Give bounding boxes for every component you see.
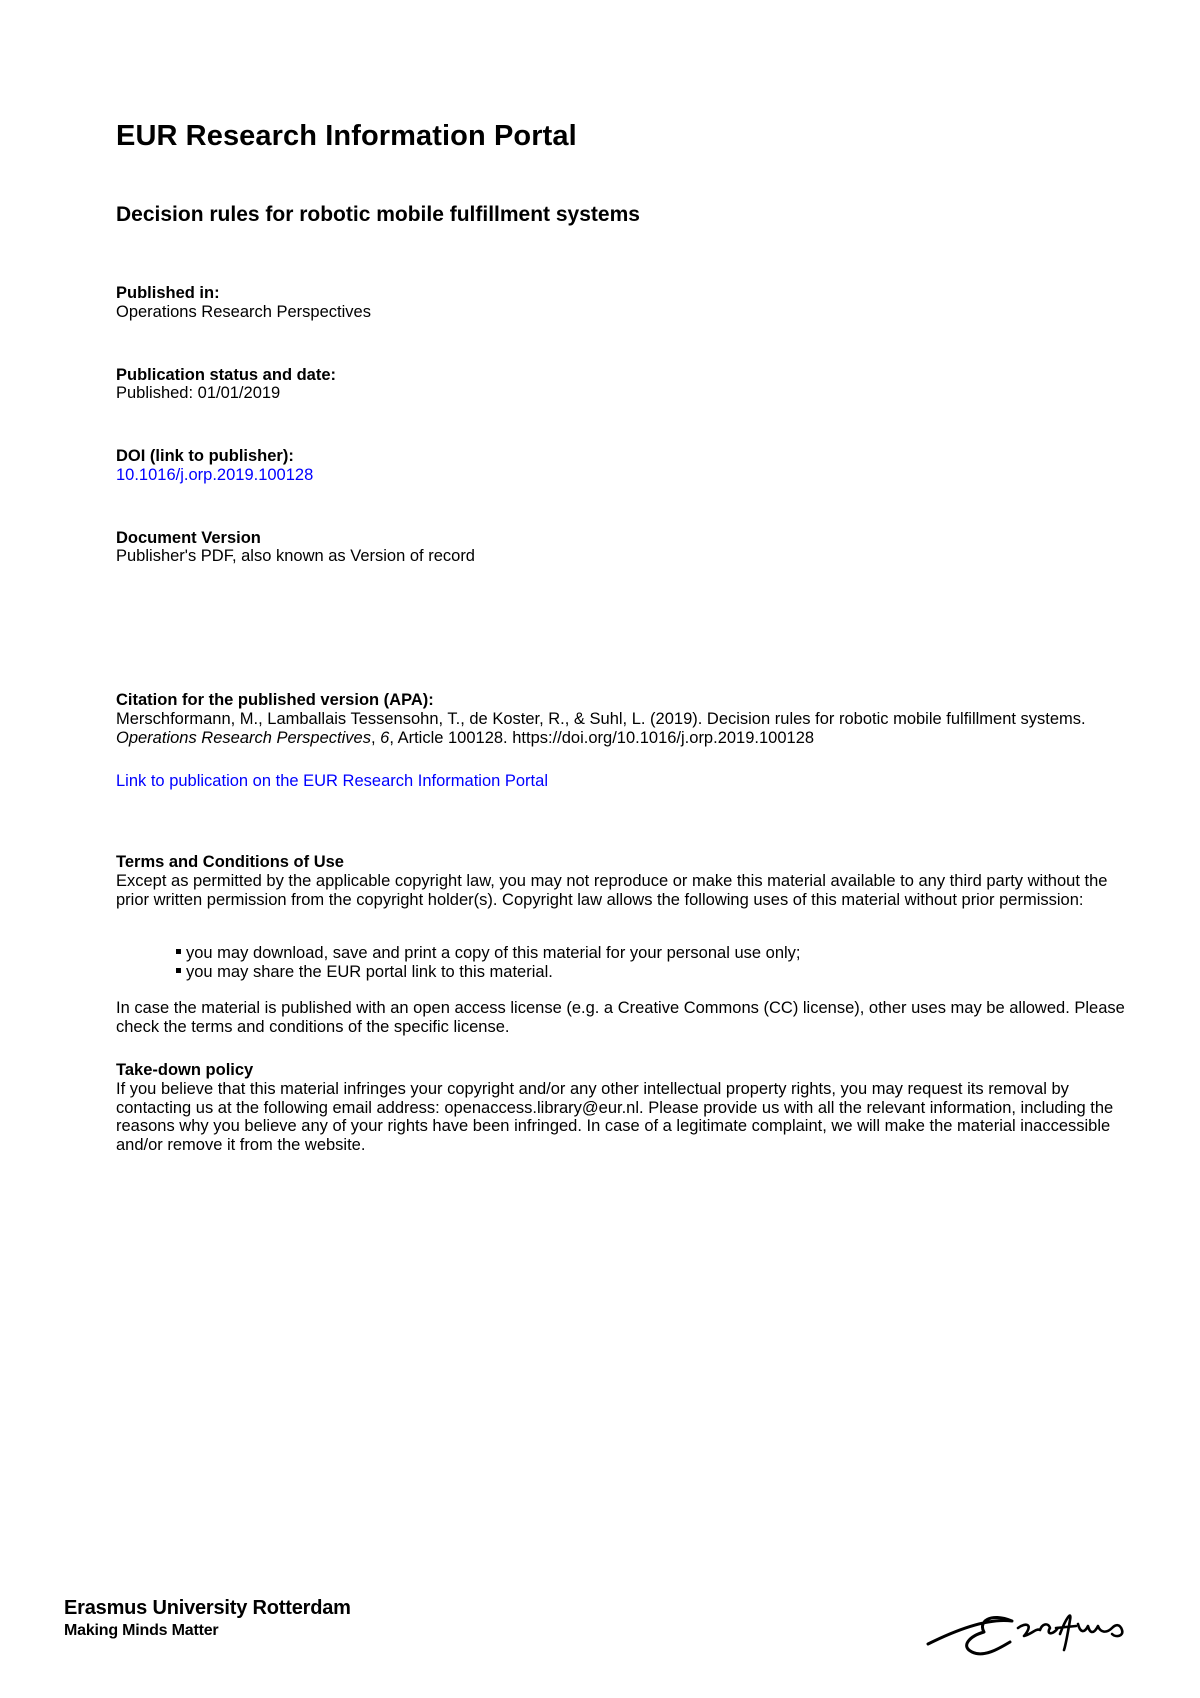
- published-in-label: Published in:: [116, 284, 220, 302]
- terms-bullet-text: you may download, save and print a copy of this material for your personal use only;: [186, 944, 801, 962]
- terms-bullet-text: you may share the EUR portal link to this material.: [186, 962, 553, 981]
- document-version-value: Publisher's PDF, also known as Version of record: [116, 547, 475, 565]
- portal-title: EUR Research Information Portal: [116, 120, 577, 152]
- citation-text: [116, 710, 1136, 747]
- doi-link[interactable]: 10.1016/j.orp.2019.100128: [116, 466, 314, 484]
- bullet-icon: [176, 968, 181, 973]
- erasmus-signature-logo: [920, 1588, 1140, 1668]
- citation-volume: 6: [380, 728, 390, 747]
- citation-article: , Article 100128. https://doi.org/10.1016/j.orp.2019.100128: [389, 728, 815, 747]
- terms-license-paragraph: In case the material is published with an open access license (e.g. a Creative Commons (CC) license), other uses may be allowed. Please check the terms and conditions of the specific license.: [116, 999, 1125, 1036]
- citation-journal: Operations Research Perspectives: [116, 728, 371, 747]
- doi-label: DOI (link to publisher):: [116, 447, 294, 465]
- terms-bullet-item: [176, 963, 801, 982]
- status-value: Published: 01/01/2019: [116, 384, 281, 402]
- university-tagline: Making Minds Matter: [64, 1622, 219, 1639]
- bullet-icon: [176, 949, 181, 954]
- portal-publication-link[interactable]: Link to publication on the EUR Research Information Portal: [116, 772, 548, 790]
- citation-authors: Merschformann, M., Lamballais Tessensohn, T., de Koster, R., & Suhl, L. (2019). Decision rules for robotic mobile fulfillment systems.: [116, 710, 1086, 728]
- status-label: Publication status and date:: [116, 366, 337, 384]
- publication-title: Decision rules for robotic mobile fulfillment systems: [116, 203, 640, 226]
- document-version-label: Document Version: [116, 529, 261, 547]
- terms-bullet-item: [176, 944, 801, 963]
- university-name: Erasmus University Rotterdam: [64, 1597, 351, 1619]
- takedown-paragraph: If you believe that this material infringes your copyright and/or any other intellectual property rights, you may request its removal by contacting us at the following email address: openaccess.library@eur.nl. Please provide us with all the relevant information, including the reasons why you believe any of your rights have been infringed. In case of a legitimate complaint, we will make the material inaccessible and/or remove it from the website.: [116, 1080, 1114, 1154]
- terms-bullet-list: [176, 944, 801, 981]
- citation-separator: ,: [370, 728, 381, 747]
- terms-paragraph: Except as permitted by the applicable copyright law, you may not reproduce or make this material available to any third party without the prior written permission from the copyright holder(s). Copyright law allows the following uses of this material without prior permission:: [116, 872, 1108, 909]
- published-in-value: Operations Research Perspectives: [116, 303, 371, 321]
- terms-label: Terms and Conditions of Use: [116, 853, 344, 871]
- citation-label: Citation for the published version (APA):: [116, 691, 434, 709]
- takedown-label: Take-down policy: [116, 1061, 254, 1079]
